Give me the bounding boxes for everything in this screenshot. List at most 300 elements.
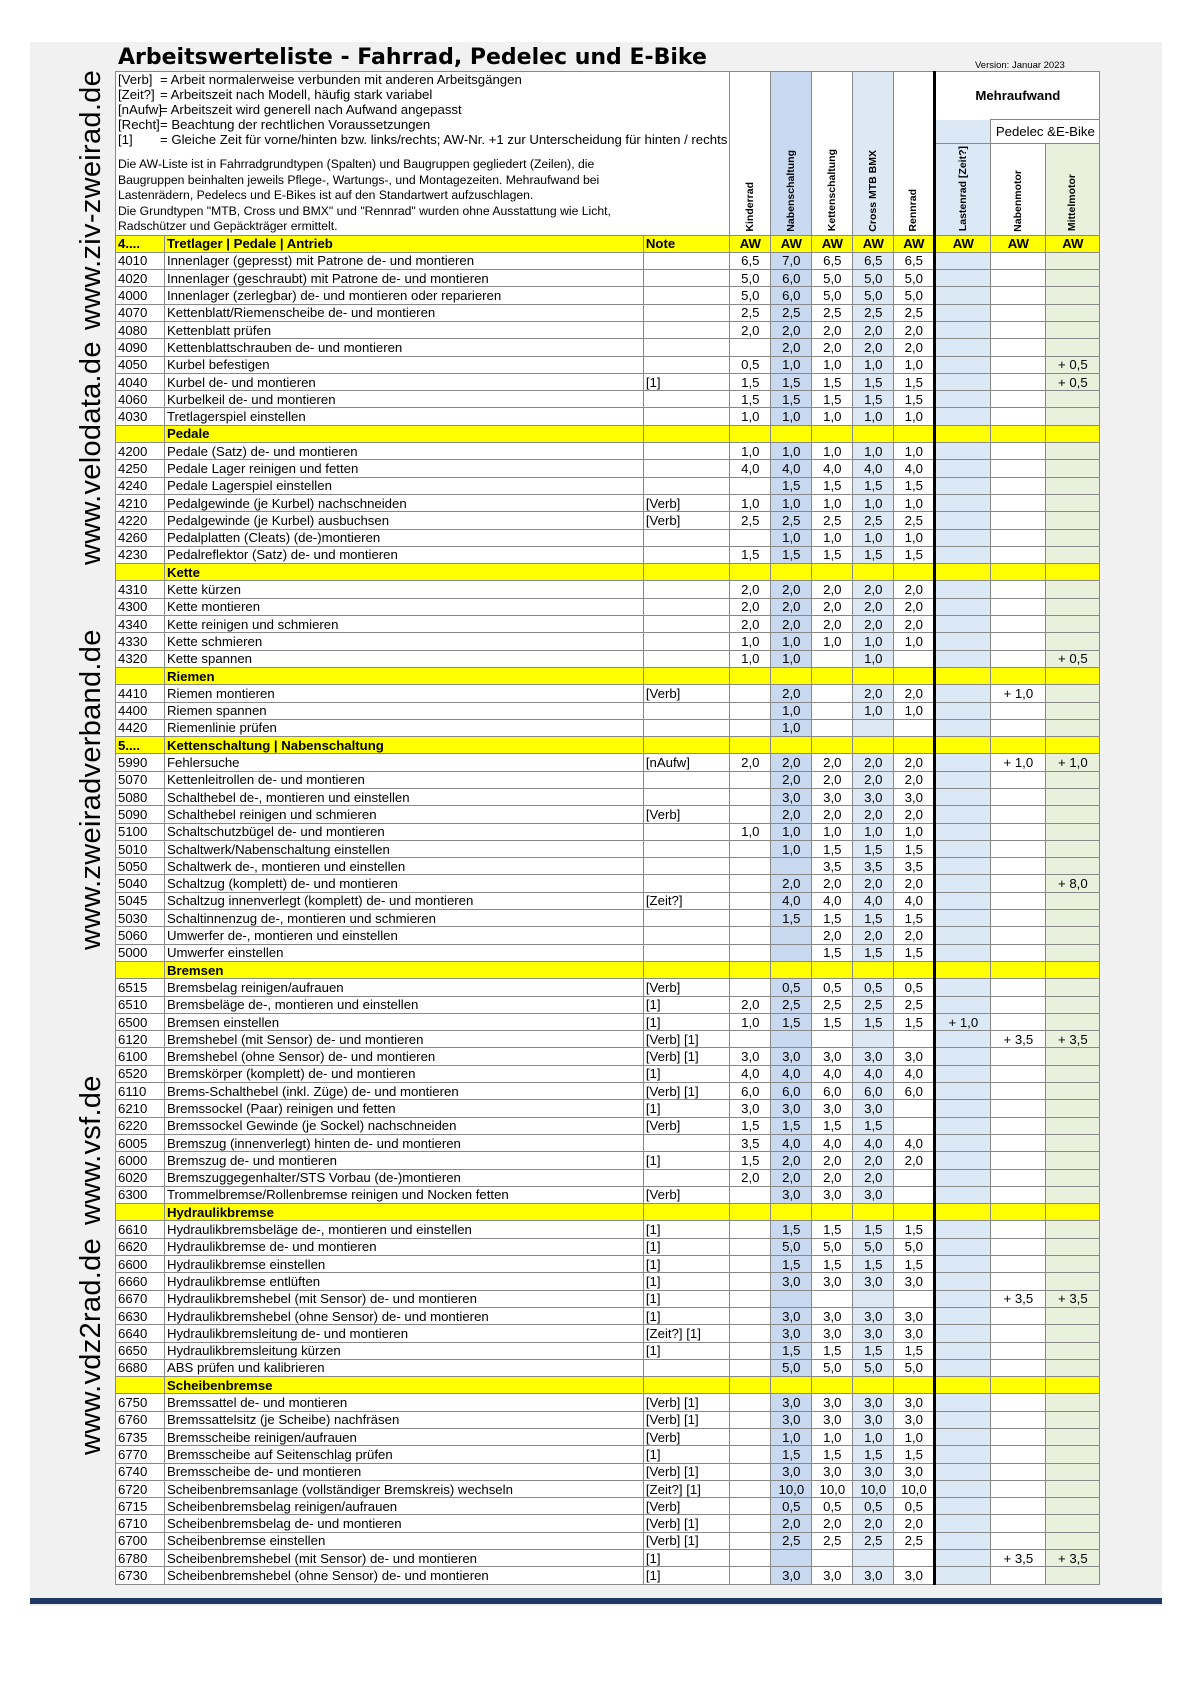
aw-header-cell <box>935 425 991 442</box>
aw-value <box>730 719 771 736</box>
aw-value <box>730 1325 771 1342</box>
side-url: www.vdz2rad.de <box>75 1238 107 1455</box>
task-note <box>643 858 729 875</box>
table-row <box>116 1152 1100 1169</box>
aw-header-cell <box>1046 1204 1100 1221</box>
aw-value <box>1046 1515 1100 1532</box>
aw-value <box>730 1238 771 1255</box>
aw-value <box>935 650 991 667</box>
aw-value <box>935 1238 991 1255</box>
aw-header-cell <box>991 1377 1046 1394</box>
task-note <box>643 840 729 857</box>
aw-value: 3,0 <box>771 1325 812 1342</box>
aw-value: 2,0 <box>812 771 853 788</box>
aw-value: 1,0 <box>771 840 812 857</box>
aw-value <box>1046 529 1100 546</box>
aw-value: 2,0 <box>771 321 812 338</box>
aw-value: 5,0 <box>812 1359 853 1376</box>
aw-number: 6520 <box>116 1065 165 1082</box>
aw-value: 2,0 <box>894 1515 935 1532</box>
aw-value: 1,0 <box>771 719 812 736</box>
aw-value <box>935 1186 991 1203</box>
aw-header-cell <box>853 564 894 581</box>
table-row <box>116 719 1100 736</box>
aw-value <box>812 1031 853 1048</box>
aw-value: 1,5 <box>894 391 935 408</box>
aw-value: 3,0 <box>771 1463 812 1480</box>
task-description: Bremsen einstellen <box>164 1013 643 1030</box>
aw-number: 4420 <box>116 719 165 736</box>
aw-value: 4,0 <box>812 1065 853 1082</box>
aw-value: 6,5 <box>812 252 853 269</box>
aw-value <box>935 1498 991 1515</box>
aw-value <box>991 304 1046 321</box>
aw-value <box>730 927 771 944</box>
aw-number: 4050 <box>116 356 165 373</box>
aw-value: 3,0 <box>771 1048 812 1065</box>
aw-value <box>935 1550 991 1567</box>
aw-value: 1,0 <box>853 650 894 667</box>
table-row <box>116 1083 1100 1100</box>
table-row <box>116 1169 1100 1186</box>
aw-value <box>730 1567 771 1584</box>
aw-value <box>1046 1221 1100 1238</box>
table-row <box>116 858 1100 875</box>
legend-block <box>116 72 730 236</box>
aw-header-cell: AW <box>1046 235 1100 252</box>
section-row <box>116 564 1100 581</box>
aw-value: 2,5 <box>853 304 894 321</box>
aw-value: 1,0 <box>894 443 935 460</box>
aw-value: 2,0 <box>894 927 935 944</box>
aw-value: 2,0 <box>812 1152 853 1169</box>
legend-text: = Arbeitszeit nach Modell, häufig stark variabel <box>160 87 433 102</box>
aw-value <box>935 1325 991 1342</box>
aw-header-cell: AW <box>771 235 812 252</box>
task-description: Fehlersuche <box>164 754 643 771</box>
aw-value <box>730 1031 771 1048</box>
aw-value: 2,0 <box>771 685 812 702</box>
aw-value: + 1,0 <box>991 685 1046 702</box>
aw-value <box>771 1031 812 1048</box>
task-note: [1] <box>643 1307 729 1324</box>
aw-value <box>991 944 1046 961</box>
task-note <box>643 287 729 304</box>
legend-key: [Recht] <box>118 117 160 132</box>
task-description: Umwerfer einstellen <box>164 944 643 961</box>
legend-text: = Gleiche Zeit für vorne/hinten bzw. links/rechts; AW-Nr. +1 zur Unterscheidung für hinten / rechts <box>160 132 728 147</box>
aw-header-cell <box>853 1204 894 1221</box>
aw-value <box>1046 616 1100 633</box>
aw-value: 6,0 <box>771 270 812 287</box>
table-row <box>116 1463 1100 1480</box>
aw-value: 6,0 <box>771 287 812 304</box>
aw-value <box>1046 996 1100 1013</box>
aw-value <box>1046 979 1100 996</box>
task-description: Hydraulikbremse de- und montieren <box>164 1238 643 1255</box>
table-row <box>116 1498 1100 1515</box>
aw-value <box>991 494 1046 511</box>
aw-value: 4,0 <box>730 460 771 477</box>
aw-number: 4210 <box>116 494 165 511</box>
aw-header-cell <box>730 1204 771 1221</box>
task-description: Kette reinigen und schmieren <box>164 616 643 633</box>
aw-value: 1,5 <box>894 1013 935 1030</box>
aw-value <box>730 1307 771 1324</box>
task-note: [Verb] [1] <box>643 1411 729 1428</box>
aw-value: 3,0 <box>853 789 894 806</box>
task-description: Bremshebel (mit Sensor) de- und montieren <box>164 1031 643 1048</box>
aw-value: + 1,0 <box>1046 754 1100 771</box>
table-row <box>116 1325 1100 1342</box>
table-row <box>116 529 1100 546</box>
aw-value <box>935 1134 991 1151</box>
task-note <box>643 304 729 321</box>
aw-value <box>935 1359 991 1376</box>
aw-value: 1,5 <box>853 1256 894 1273</box>
aw-header-cell <box>812 1204 853 1221</box>
intro-line: Die Grundtypen "MTB, Cross und BMX" und "Rennrad" wurden ohne Ausstattung wie Licht, <box>118 203 611 218</box>
task-note <box>643 598 729 615</box>
aw-value: 4,0 <box>853 892 894 909</box>
aw-value <box>730 892 771 909</box>
legend-key: [nAufw] <box>118 102 162 117</box>
section-title: Scheibenbremse <box>164 1377 643 1394</box>
aw-value <box>894 1169 935 1186</box>
task-note: [Verb] <box>643 512 729 529</box>
task-description: Bremssattelsitz (je Scheibe) nachfräsen <box>164 1411 643 1428</box>
task-note: [Verb] [1] <box>643 1515 729 1532</box>
table-row <box>116 581 1100 598</box>
table-row <box>116 1134 1100 1151</box>
aw-value: + 1,0 <box>991 754 1046 771</box>
task-note: [Verb] [1] <box>643 1083 729 1100</box>
aw-number: 5080 <box>116 789 165 806</box>
aw-value: 1,0 <box>730 633 771 650</box>
task-note <box>643 789 729 806</box>
task-note: [nAufw] <box>643 754 729 771</box>
aw-value: 2,0 <box>894 875 935 892</box>
aw-value <box>935 494 991 511</box>
aw-value <box>935 1031 991 1048</box>
legend-item <box>118 132 727 147</box>
aw-value: 1,0 <box>812 1428 853 1445</box>
task-note <box>643 252 729 269</box>
aw-value: 1,0 <box>853 823 894 840</box>
aw-value <box>1046 304 1100 321</box>
aw-number: 6020 <box>116 1169 165 1186</box>
aw-value: 6,5 <box>853 252 894 269</box>
aw-value <box>935 529 991 546</box>
aw-value: 1,5 <box>853 1013 894 1030</box>
aw-value <box>935 875 991 892</box>
aw-value: 1,0 <box>730 443 771 460</box>
aw-header-cell <box>812 737 853 754</box>
aw-number: 6640 <box>116 1325 165 1342</box>
note-header <box>643 564 729 581</box>
table-row <box>116 1273 1100 1290</box>
table-row <box>116 771 1100 788</box>
aw-value <box>991 806 1046 823</box>
aw-value: 0,5 <box>853 1498 894 1515</box>
aw-value <box>991 1221 1046 1238</box>
table-row <box>116 373 1100 390</box>
aw-value <box>935 1083 991 1100</box>
table-row <box>116 494 1100 511</box>
aw-value: 1,5 <box>853 1342 894 1359</box>
task-note: [Verb] <box>643 1186 729 1203</box>
task-note: [1] <box>643 1238 729 1255</box>
aw-number: 5000 <box>116 944 165 961</box>
aw-value <box>1046 443 1100 460</box>
table-row <box>116 1359 1100 1376</box>
aw-number: 5060 <box>116 927 165 944</box>
aw-value <box>730 1394 771 1411</box>
aw-value <box>935 477 991 494</box>
note-header <box>643 737 729 754</box>
aw-value: 4,0 <box>812 892 853 909</box>
task-description: Bremszug (innenverlegt) hinten de- und montieren <box>164 1134 643 1151</box>
aw-value: 0,5 <box>894 1498 935 1515</box>
aw-value <box>935 1411 991 1428</box>
table-row <box>116 789 1100 806</box>
aw-value <box>730 1480 771 1497</box>
aw-value: 3,0 <box>894 1463 935 1480</box>
aw-value: 2,0 <box>812 1515 853 1532</box>
legend-key: [Verb] <box>118 72 153 87</box>
aw-value <box>935 391 991 408</box>
aw-value: 3,0 <box>894 1273 935 1290</box>
aw-value <box>1046 702 1100 719</box>
task-note: [Verb] <box>643 494 729 511</box>
aw-value: 2,5 <box>771 996 812 1013</box>
aw-header-cell <box>991 737 1046 754</box>
aw-header-cell <box>991 425 1046 442</box>
aw-value <box>991 356 1046 373</box>
task-note: [Verb] <box>643 1428 729 1445</box>
aw-header-cell <box>1046 961 1100 978</box>
aw-value <box>1046 1359 1100 1376</box>
aw-value: 4,0 <box>853 460 894 477</box>
aw-value: 2,0 <box>730 321 771 338</box>
aw-header-cell <box>771 1204 812 1221</box>
aw-header-cell <box>812 961 853 978</box>
aw-value: 2,0 <box>894 1152 935 1169</box>
aw-value: 3,0 <box>730 1100 771 1117</box>
aw-value <box>730 702 771 719</box>
aw-value: 2,0 <box>730 581 771 598</box>
aw-value <box>991 650 1046 667</box>
aw-value <box>935 1256 991 1273</box>
aw-value: 1,5 <box>771 546 812 563</box>
aw-value: 0,5 <box>812 1498 853 1515</box>
aw-number: 6110 <box>116 1083 165 1100</box>
aw-value <box>730 1446 771 1463</box>
aw-header-cell <box>894 961 935 978</box>
task-description: Hydraulikbremsbeläge de-, montieren und einstellen <box>164 1221 643 1238</box>
aw-value: 2,0 <box>771 806 812 823</box>
aw-value <box>1046 1048 1100 1065</box>
aw-value <box>935 616 991 633</box>
aw-value <box>935 356 991 373</box>
aw-number: 4320 <box>116 650 165 667</box>
aw-value <box>935 719 991 736</box>
col-header-mittelmotor: Mittelmotor <box>1046 143 1100 235</box>
aw-value <box>935 702 991 719</box>
aw-value: 3,0 <box>771 1273 812 1290</box>
aw-number: 4300 <box>116 598 165 615</box>
aw-value: 2,5 <box>853 996 894 1013</box>
task-description: Hydraulikbremsleitung de- und montieren <box>164 1325 643 1342</box>
aw-value <box>935 1532 991 1549</box>
aw-value: 1,5 <box>812 1256 853 1273</box>
aw-value: 3,0 <box>894 1394 935 1411</box>
aw-value: 3,0 <box>771 1567 812 1584</box>
task-note: [1] <box>643 1342 729 1359</box>
section-row <box>116 961 1100 978</box>
aw-value: 1,5 <box>730 1152 771 1169</box>
aw-value: 1,0 <box>894 494 935 511</box>
task-description: Bremssockel (Paar) reinigen und fetten <box>164 1100 643 1117</box>
aw-number: 4030 <box>116 408 165 425</box>
aw-value: 3,0 <box>771 1100 812 1117</box>
aw-value <box>1046 494 1100 511</box>
aw-value: 1,5 <box>853 1117 894 1134</box>
aw-value: 2,0 <box>894 598 935 615</box>
aw-value: 1,0 <box>730 823 771 840</box>
aw-value: 2,0 <box>730 754 771 771</box>
task-description: Umwerfer de-, montieren und einstellen <box>164 927 643 944</box>
aw-value: 2,5 <box>812 304 853 321</box>
aw-value <box>991 875 1046 892</box>
aw-value <box>1046 1100 1100 1117</box>
table-row <box>116 1221 1100 1238</box>
aw-value <box>730 1256 771 1273</box>
task-note: [1] <box>643 1550 729 1567</box>
task-note: [Verb] [1] <box>643 1048 729 1065</box>
aw-value: 3,0 <box>771 789 812 806</box>
aw-value <box>935 304 991 321</box>
aw-value <box>771 1550 812 1567</box>
aw-value <box>935 460 991 477</box>
aw-value: 1,5 <box>812 373 853 390</box>
aw-value: 2,0 <box>771 581 812 598</box>
bottom-rule <box>30 1598 1162 1604</box>
aw-number: 4020 <box>116 270 165 287</box>
aw-value <box>991 252 1046 269</box>
table-row <box>116 927 1100 944</box>
aw-number: 5040 <box>116 875 165 892</box>
task-note <box>643 910 729 927</box>
aw-value <box>991 477 1046 494</box>
task-note <box>643 927 729 944</box>
aw-number: 5100 <box>116 823 165 840</box>
aw-value: 5,0 <box>894 1238 935 1255</box>
aw-value <box>935 996 991 1013</box>
aw-value: 2,0 <box>894 581 935 598</box>
task-description: Kettenleitrollen de- und montieren <box>164 771 643 788</box>
aw-value <box>991 339 1046 356</box>
aw-value <box>730 1463 771 1480</box>
aw-value <box>991 789 1046 806</box>
aw-value: 2,0 <box>853 685 894 702</box>
note-header <box>643 1204 729 1221</box>
task-description: Innenlager (zerlegbar) de- und montieren oder reparieren <box>164 287 643 304</box>
table-row <box>116 996 1100 1013</box>
aw-value <box>991 408 1046 425</box>
aw-number: 6710 <box>116 1515 165 1532</box>
aw-value <box>935 321 991 338</box>
aw-value <box>771 927 812 944</box>
aw-value: 3,0 <box>853 1100 894 1117</box>
aw-value: 6,0 <box>853 1083 894 1100</box>
aw-value <box>1046 823 1100 840</box>
table-row <box>116 1117 1100 1134</box>
aw-value: 5,0 <box>894 1359 935 1376</box>
aw-value <box>935 944 991 961</box>
page-title: Arbeitswerteliste - Fahrrad, Pedelec und E-Bike <box>118 45 707 70</box>
note-header <box>643 961 729 978</box>
aw-value <box>1046 1463 1100 1480</box>
aw-value: 1,0 <box>812 408 853 425</box>
aw-number: 6735 <box>116 1428 165 1445</box>
aw-value: 2,0 <box>894 771 935 788</box>
aw-value <box>991 1567 1046 1584</box>
aw-number: 6670 <box>116 1290 165 1307</box>
task-description: Hydraulikbremshebel (mit Sensor) de- und montieren <box>164 1290 643 1307</box>
aw-value <box>1046 1532 1100 1549</box>
aw-value: 1,0 <box>771 650 812 667</box>
aw-number: 6720 <box>116 1480 165 1497</box>
aw-value <box>935 581 991 598</box>
aw-value <box>771 1290 812 1307</box>
aw-value: 4,0 <box>894 460 935 477</box>
aw-value <box>991 1498 1046 1515</box>
aw-number: 4230 <box>116 546 165 563</box>
aw-value: + 3,5 <box>991 1031 1046 1048</box>
aw-value <box>730 771 771 788</box>
aw-number: 6780 <box>116 1550 165 1567</box>
aw-value <box>935 1100 991 1117</box>
aw-value: 3,0 <box>812 1567 853 1584</box>
task-note <box>643 771 729 788</box>
task-description: Kettenblatt/Riemenscheibe de- und montieren <box>164 304 643 321</box>
table-row <box>116 1480 1100 1497</box>
aw-value: 2,0 <box>853 581 894 598</box>
aw-value <box>730 789 771 806</box>
aw-value: 2,0 <box>812 339 853 356</box>
aw-value: 2,5 <box>771 512 812 529</box>
aw-value: 3,0 <box>853 1567 894 1584</box>
aw-value: 3,0 <box>812 1100 853 1117</box>
aw-value: 2,0 <box>812 1169 853 1186</box>
table-row <box>116 840 1100 857</box>
aw-value <box>1046 1152 1100 1169</box>
aw-value <box>812 719 853 736</box>
aw-header-cell <box>935 667 991 684</box>
task-note: [1] <box>643 996 729 1013</box>
aw-value <box>730 944 771 961</box>
aw-value: 3,0 <box>730 1048 771 1065</box>
table-row <box>116 252 1100 269</box>
legend-item <box>118 72 727 87</box>
intro-line: Radschützer und Gepäckträger ermittelt. <box>118 219 338 233</box>
aw-value <box>1046 858 1100 875</box>
legend-key: [1] <box>118 132 133 147</box>
aw-value: + 0,5 <box>1046 356 1100 373</box>
aw-value: 1,5 <box>771 477 812 494</box>
task-note: [Verb] [1] <box>643 1394 729 1411</box>
